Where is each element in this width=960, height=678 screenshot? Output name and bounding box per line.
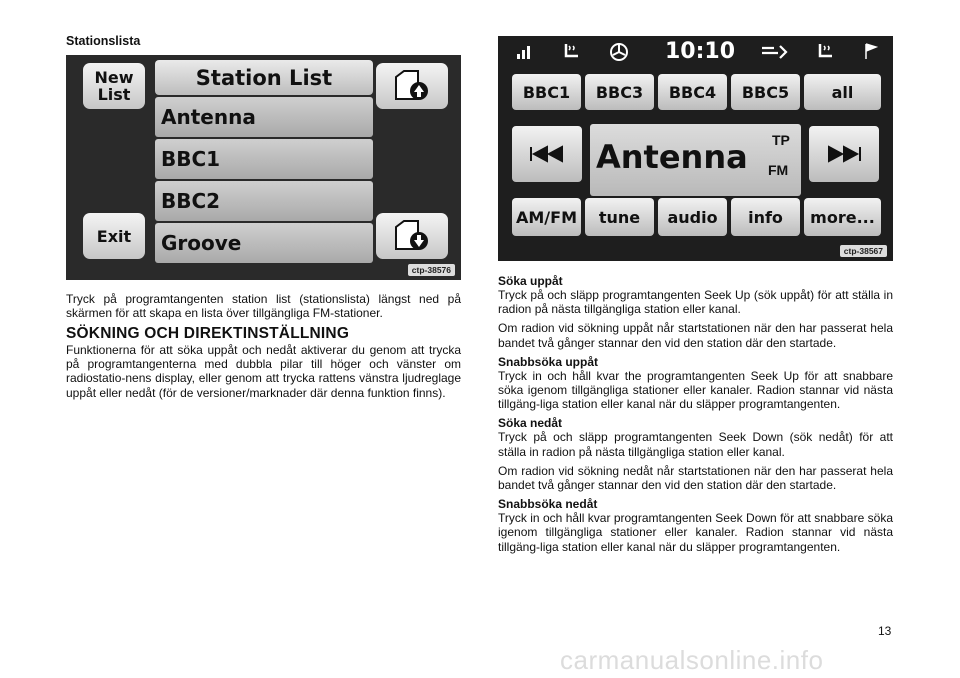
station-item-bbc2[interactable]: BBC2	[155, 181, 373, 221]
station-list	[155, 60, 373, 274]
soka-uppat-p2: Om radion vid sökning uppåt når startstationen när den har passerat hela bandet två gånger stannar den vid den station där den startade.	[498, 321, 893, 350]
soka-nedat-p2: Om radion vid sökning nedåt når startstationen när den har passerat hela bandet två gånger stannar den vid den station där den startade.	[498, 463, 893, 493]
tp-indicator: TP	[772, 132, 790, 148]
station-list-paragraph: Tryck på programtangenten station list (stationslista) längst ned på skärmen för att skapa en lista över tillgängliga FM-stationer.	[66, 292, 461, 321]
image-code-label: ctp-38576	[408, 264, 455, 276]
preset-bbc3[interactable]: BBC3	[585, 74, 654, 110]
preset-bbc5[interactable]: BBC5	[731, 74, 800, 110]
document-down-icon	[392, 219, 432, 253]
heated-seat-right-icon	[814, 42, 836, 62]
snabbsoka-uppat-p1: Tryck in och håll kvar the programtangenten Seek Up för att snabbare söka igenom tillgängliga stationer eller kanaler. Radion stannar vid nästa tillgäng-liga station eller kanal när du släpper programtangenten.	[498, 368, 893, 412]
am-fm-button[interactable]: AM/FM	[512, 198, 581, 236]
document-up-icon	[392, 69, 432, 103]
station-item-groove[interactable]: Groove	[155, 223, 373, 263]
status-bar	[498, 36, 893, 68]
seek-down-icon	[529, 145, 565, 163]
subhead-soka-nedat: Söka nedåt	[498, 416, 563, 431]
tune-button[interactable]: tune	[585, 198, 654, 236]
subhead-snabbsoka-uppat: Snabbsöka uppåt	[498, 354, 599, 369]
signal-icon	[516, 44, 534, 60]
station-display	[590, 124, 801, 196]
station-list-screen	[66, 55, 461, 280]
station-list-title: Station List	[155, 60, 373, 95]
page-down-button[interactable]	[376, 213, 448, 259]
station-item-bbc1[interactable]: BBC1	[155, 139, 373, 179]
heading-sokning: SÖKNING OCH DIREKTINSTÄLLNING	[66, 325, 350, 342]
seek-down-button[interactable]	[512, 126, 582, 182]
preset-bbc1[interactable]: BBC1	[512, 74, 581, 110]
page-number: 13	[878, 624, 892, 638]
airflow-icon	[760, 42, 788, 62]
flag-icon	[864, 42, 878, 60]
soka-nedat-p1: Tryck på och släpp programtangenten Seek Down (sök nedåt) för att ställa in radion på nästa tillgängliga station eller kanal.	[498, 430, 893, 459]
watermark: carmanualsonline.info	[560, 645, 824, 675]
fan-icon	[608, 42, 630, 62]
subhead-soka-uppat: Söka uppåt	[498, 274, 563, 288]
clock-time: 10:10	[665, 39, 736, 64]
band-indicator: FM	[768, 162, 789, 178]
station-name: Antenna	[596, 138, 748, 176]
info-button[interactable]: info	[731, 198, 800, 236]
radio-screen	[498, 36, 893, 261]
new-list-button[interactable]: New List	[83, 63, 145, 109]
section-title-stationslista: Stationslista	[66, 34, 141, 48]
more-button[interactable]: more...	[804, 198, 881, 236]
exit-button[interactable]: Exit	[83, 213, 145, 259]
preset-all-button[interactable]: all	[804, 74, 881, 110]
heated-seat-icon	[560, 42, 582, 62]
sokning-paragraph: Funktionerna för att söka uppåt och nedåt aktiverar du genom att trycka på programtangenterna med dubbla pilar till höger och vänster om radiostatio-nens display, eller genom att trycka rattens vänstra ljudreglage uppåt eller nedåt (för de versioner/marknader där denna funktion finns).	[66, 343, 461, 400]
seek-up-button[interactable]	[809, 126, 879, 182]
subhead-snabbsoka-nedat: Snabbsöka nedåt	[498, 497, 598, 512]
audio-button[interactable]: audio	[658, 198, 727, 236]
snabbsoka-nedat-p1: Tryck in och håll kvar programtangenten Seek Down för att snabbare söka igenom tillgängliga stationer eller kanaler. Radion stannar vid nästa tillgäng-liga station eller kanal när du släpper programtangenten.	[498, 511, 893, 554]
seek-up-icon	[826, 145, 862, 163]
soka-uppat-p1: Tryck på och släpp programtangenten Seek Up (sök uppåt) för att ställa in radion på nästa tillgängliga station eller kanal.	[498, 288, 893, 317]
page-up-button[interactable]	[376, 63, 448, 109]
image-code-label-2: ctp-38567	[840, 245, 887, 257]
right-text-column	[498, 274, 893, 554]
preset-bbc4[interactable]: BBC4	[658, 74, 727, 110]
station-item-antenna[interactable]: Antenna	[155, 97, 373, 137]
